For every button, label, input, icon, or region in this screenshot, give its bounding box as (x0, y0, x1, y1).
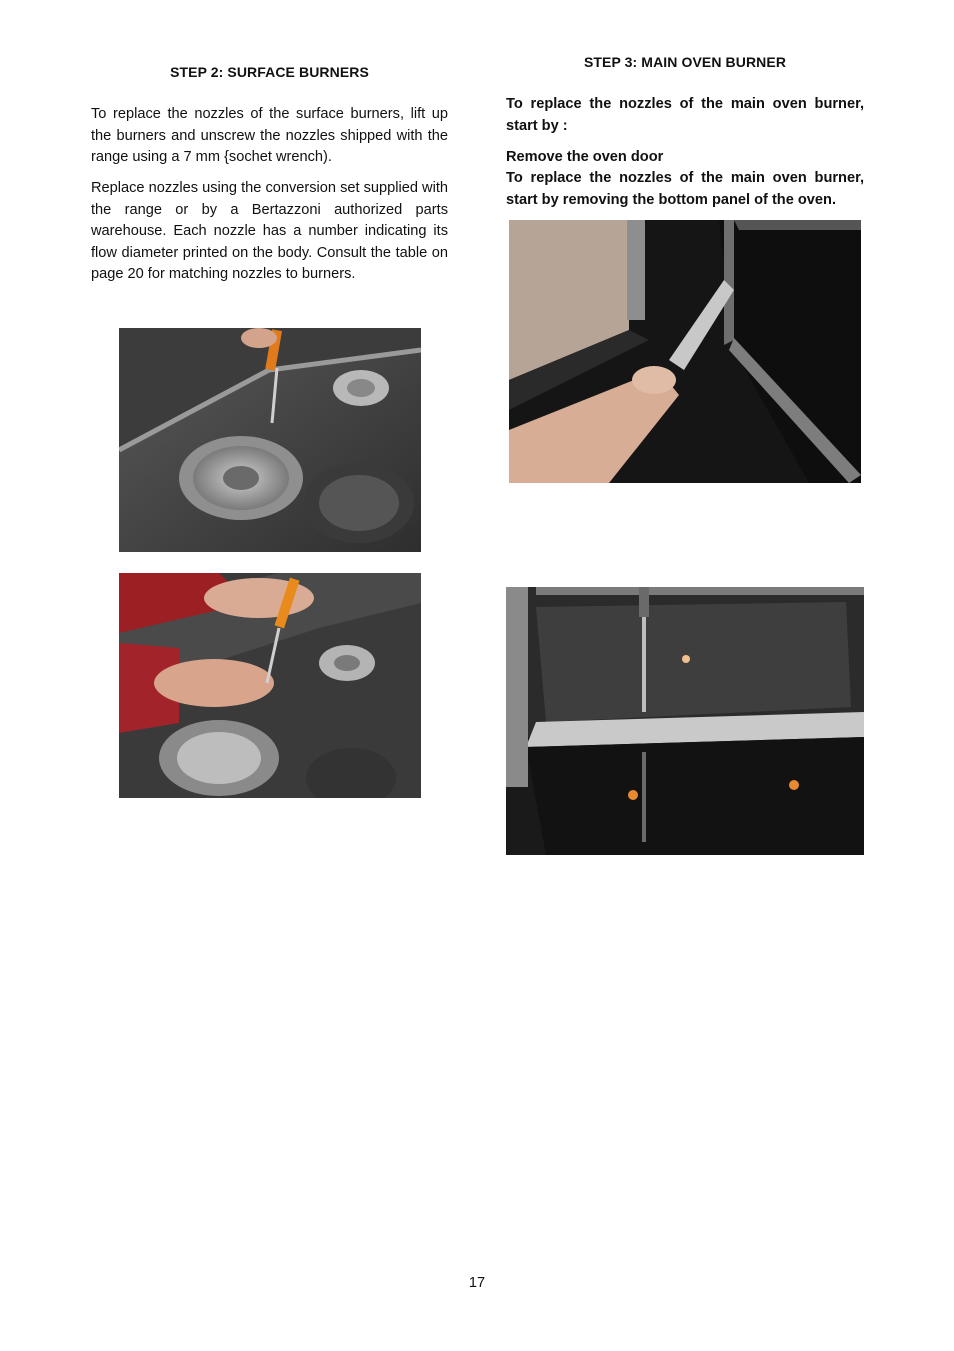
step3-intro: To replace the nozzles of the main oven burner, start by : (506, 96, 864, 134)
photo-burner-screwdriver (119, 328, 421, 552)
step2-heading: STEP 2: SURFACE BURNERS (170, 64, 369, 80)
step3-subheading: Remove the oven door (506, 149, 664, 165)
step3-heading: STEP 3: MAIN OVEN BURNER (583, 54, 787, 70)
step3-subtext: To replace the nozzles of the main oven burner, start by removing the bottom panel of the oven. (506, 170, 864, 208)
page-number: 17 (468, 1275, 486, 1291)
photo-hands-nozzle (119, 573, 421, 798)
photo-oven-bottom-panel (506, 587, 864, 855)
step2-paragraph-2: Replace nozzles using the conversion set supplied with the range or by a Bertazzoni authorized parts warehouse. Each nozzle has a number indicating its flow diameter printed on the body. Consult the table on page 20 for matching nozzles to burners. (91, 180, 448, 283)
photo-oven-door-hinge (509, 220, 861, 483)
step2-paragraph-1: To replace the nozzles of the surface burners, lift up the burners and unscrew the nozzles shipped with the range using a 7 mm {sochet wrench). (91, 106, 448, 166)
